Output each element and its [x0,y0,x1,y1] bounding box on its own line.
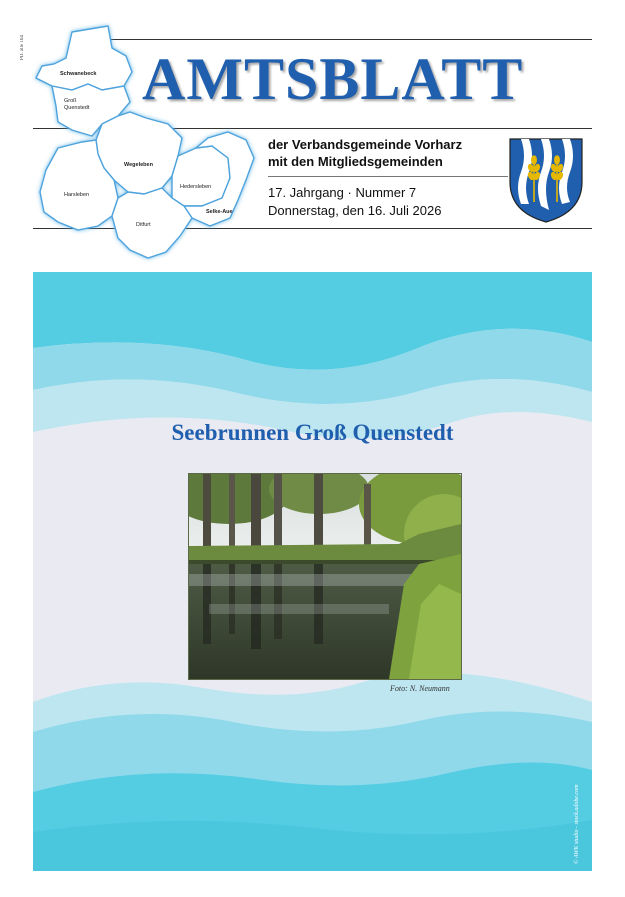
cover-headline: Seebrunnen Groß Quenstedt [171,420,454,445]
vertical-code: PD. alle 164 [20,35,25,60]
issue-date: Donnerstag, den 16. Juli 2026 [268,203,442,218]
image-credit: © AWK studio - stock.adobe.com [574,784,580,864]
map-label-ditfurt: Ditfurt [136,222,151,228]
map-label-selke-aue: Selke-Aue [206,209,233,215]
map-label-hedersleben: Hedersleben [180,184,212,190]
map-label-wegeleben: Wegeleben [124,162,153,168]
coat-of-arms [507,136,585,224]
masthead-subtitle [268,136,508,170]
map-label-gross-2: Quenstedt [64,105,90,111]
issue-info [268,184,508,220]
issue-number: 17. Jahrgang · Nummer 7 [268,185,417,200]
map-region-schwanebeck [36,26,132,90]
map-label-harsleben: Harsleben [64,192,90,198]
map-label-gross-1: Groß [64,98,77,104]
masthead-title: AMTSBLATT [142,46,524,112]
subtitle-line-2: mit den Mitgliedsgemeinden [268,154,443,169]
cover-illustration [33,272,592,871]
pond-photo [188,473,462,680]
header-rule-inner [268,176,508,177]
photo-caption: Foto: N. Neumann [390,684,450,693]
map-region-hedersleben [172,146,230,206]
subtitle-line-1: der Verbandsgemeinde Vorharz [268,137,463,152]
map-label-schwanebeck: Schwanebeck [60,71,97,77]
